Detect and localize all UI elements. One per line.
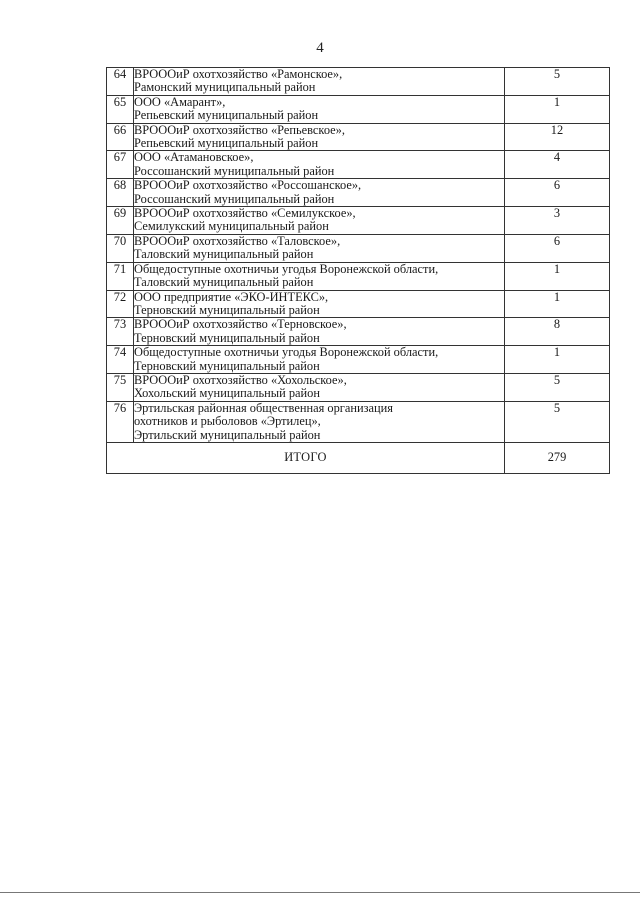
hunting-ground-name xyxy=(134,346,505,374)
row-number: 74 xyxy=(107,346,134,374)
hunting-ground-name xyxy=(134,68,505,96)
table-row xyxy=(107,318,610,346)
row-number: 69 xyxy=(107,207,134,235)
quantity: 12 xyxy=(505,123,610,151)
table-row xyxy=(107,262,610,290)
quantity: 5 xyxy=(505,68,610,96)
table-body xyxy=(107,68,610,443)
total-label: ИТОГО xyxy=(107,442,505,473)
name-line: ООО предприятие «ЭКО-ИНТЕКС», xyxy=(134,289,329,304)
table-row xyxy=(107,68,610,96)
row-number: 72 xyxy=(107,290,134,318)
table-row xyxy=(107,290,610,318)
name-line: Эртильская районная общественная организация xyxy=(134,400,393,415)
hunting-ground-name xyxy=(134,290,505,318)
hunting-ground-name xyxy=(134,318,505,346)
quantity: 1 xyxy=(505,95,610,123)
quantity: 6 xyxy=(505,234,610,262)
name-line: Семилукский муниципальный район xyxy=(134,219,329,234)
name-line: ВРОООиР охотхозяйство «Таловское», xyxy=(134,233,341,248)
quantity: 5 xyxy=(505,373,610,401)
hunting-grounds-table xyxy=(106,67,610,474)
table-row xyxy=(107,179,610,207)
row-number: 68 xyxy=(107,179,134,207)
name-line: охотников и рыболовов «Эртилец», xyxy=(134,414,321,429)
quantity: 4 xyxy=(505,151,610,179)
row-number: 66 xyxy=(107,123,134,151)
table-row xyxy=(107,373,610,401)
quantity: 5 xyxy=(505,401,610,442)
row-number: 70 xyxy=(107,234,134,262)
hunting-ground-name xyxy=(134,373,505,401)
table-row xyxy=(107,95,610,123)
name-line: ООО «Атамановское», xyxy=(134,150,254,165)
hunting-ground-name xyxy=(134,179,505,207)
name-line: ВРОООиР охотхозяйство «Репьевское», xyxy=(134,122,345,137)
name-line: Общедоступные охотничьи угодья Воронежской области, xyxy=(134,345,439,360)
quantity: 1 xyxy=(505,346,610,374)
name-line: Таловский муниципальный район xyxy=(134,247,314,262)
quantity: 8 xyxy=(505,318,610,346)
quantity: 1 xyxy=(505,262,610,290)
row-number: 76 xyxy=(107,401,134,442)
table-row xyxy=(107,346,610,374)
table-row xyxy=(107,401,610,442)
total-value: 279 xyxy=(505,442,610,473)
row-number: 71 xyxy=(107,262,134,290)
quantity: 1 xyxy=(505,290,610,318)
name-line: Терновский муниципальный район xyxy=(134,358,320,373)
name-line: Репьевский муниципальный район xyxy=(134,108,319,123)
hunting-ground-name xyxy=(134,401,505,442)
quantity: 3 xyxy=(505,207,610,235)
hunting-ground-name xyxy=(134,95,505,123)
name-line: Рамонский муниципальный район xyxy=(134,80,316,95)
name-line: Таловский муниципальный район xyxy=(134,275,314,290)
footer-divider xyxy=(0,892,640,893)
name-line: ВРОООиР охотхозяйство «Россошанское», xyxy=(134,178,362,193)
hunting-ground-name xyxy=(134,123,505,151)
row-number: 65 xyxy=(107,95,134,123)
name-line: ВРОООиР охотхозяйство «Хохольское», xyxy=(134,372,347,387)
row-number: 75 xyxy=(107,373,134,401)
table-row xyxy=(107,234,610,262)
name-line: Эртильский муниципальный район xyxy=(134,427,321,442)
hunting-ground-name xyxy=(134,207,505,235)
name-line: ООО «Амарант», xyxy=(134,94,226,109)
table-row xyxy=(107,123,610,151)
name-line: ВРОООиР охотхозяйство «Терновское», xyxy=(134,317,347,332)
name-line: Репьевский муниципальный район xyxy=(134,136,319,151)
table-row xyxy=(107,151,610,179)
quantity: 6 xyxy=(505,179,610,207)
name-line: Терновский муниципальный район xyxy=(134,302,320,317)
hunting-ground-name xyxy=(134,262,505,290)
name-line: ВРОООиР охотхозяйство «Рамонское», xyxy=(134,67,343,81)
total-row xyxy=(107,442,610,473)
row-number: 67 xyxy=(107,151,134,179)
name-line: Россошанский муниципальный район xyxy=(134,163,335,178)
name-line: ВРОООиР охотхозяйство «Семилукское», xyxy=(134,206,356,221)
name-line: Россошанский муниципальный район xyxy=(134,191,335,206)
hunting-ground-name xyxy=(134,151,505,179)
row-number: 73 xyxy=(107,318,134,346)
page-number: 4 xyxy=(316,40,324,56)
hunting-ground-name xyxy=(134,234,505,262)
name-line: Общедоступные охотничьи угодья Воронежской области, xyxy=(134,261,439,276)
name-line: Хохольский муниципальный район xyxy=(134,386,320,401)
name-line: Терновский муниципальный район xyxy=(134,330,320,345)
table-row xyxy=(107,207,610,235)
row-number: 64 xyxy=(107,68,134,96)
